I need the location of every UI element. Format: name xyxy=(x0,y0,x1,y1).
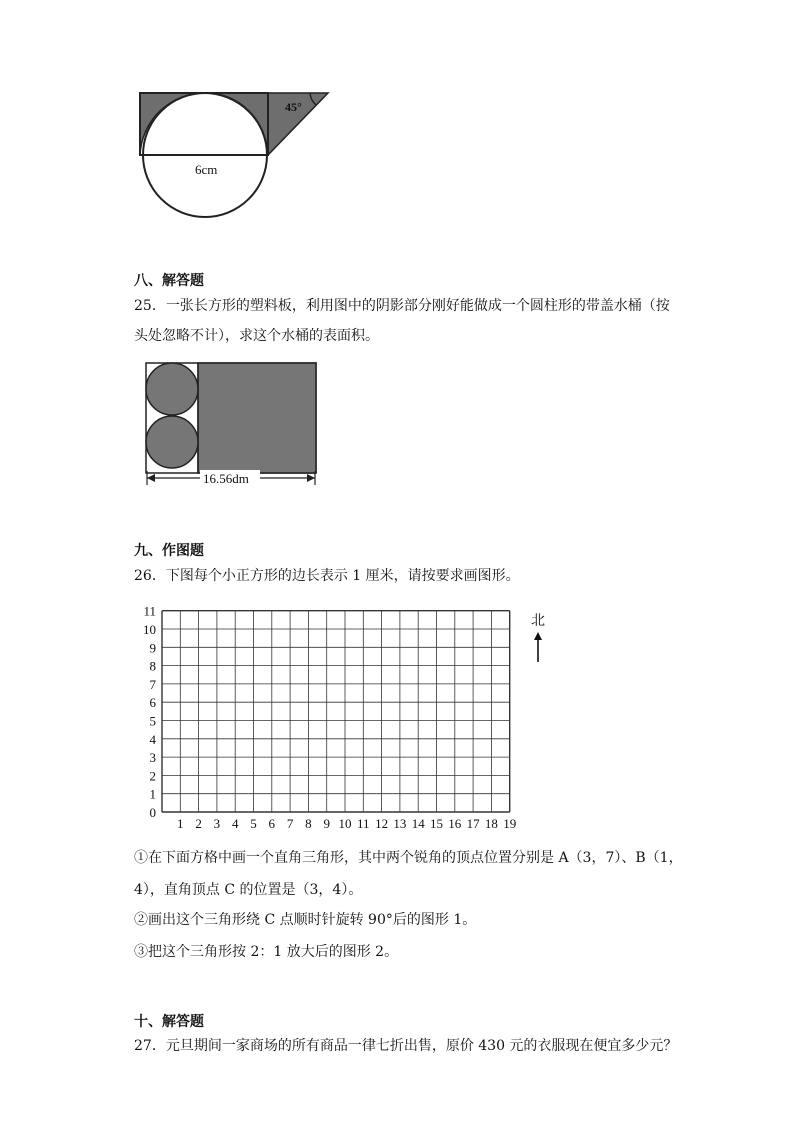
y-tick-label: 7 xyxy=(149,676,156,692)
item-3: ③把这个三角形按 2：1 放大后的图形 2。 xyxy=(134,944,399,960)
x-tick-label: 9 xyxy=(323,816,330,831)
y-tick-label: 4 xyxy=(149,731,156,747)
x-tick-label: 14 xyxy=(411,816,425,831)
question-25-line1: 25．一张长方形的塑料板，利用图中的阴影部分刚好能做成一个圆柱形的带盖水桶（按 xyxy=(134,298,670,314)
top-circle xyxy=(146,363,198,415)
dimension-arrow-left xyxy=(147,474,155,482)
diameter-label: 6cm xyxy=(195,162,218,177)
x-tick-label: 10 xyxy=(338,816,352,831)
north-indicator xyxy=(528,610,548,662)
y-tick-label: 8 xyxy=(149,658,156,674)
item-1-line2: 4），直角顶点 C 的位置是（3，4）。 xyxy=(134,882,363,898)
section-10-heading: 十、解答题 xyxy=(134,1014,204,1030)
x-tick-label: 2 xyxy=(195,816,202,831)
y-tick-label: 3 xyxy=(149,750,156,766)
question-27: 27．元旦期间一家商场的所有商品一律七折出售，原价 430 元的衣服现在便宜多少元？ xyxy=(134,1038,678,1054)
x-tick-label: 17 xyxy=(466,816,480,831)
shaded-rectangle xyxy=(198,363,316,473)
y-tick-label: 2 xyxy=(149,768,156,784)
north-arrow-icon xyxy=(528,630,548,664)
x-tick-label: 19 xyxy=(503,816,517,831)
angle-label: 45° xyxy=(285,100,302,114)
y-tick-label: 5 xyxy=(149,713,156,729)
x-tick-label: 16 xyxy=(448,816,462,831)
y-tick-label: 10 xyxy=(143,622,156,637)
x-tick-label: 15 xyxy=(430,816,443,831)
x-tick-label: 6 xyxy=(268,816,276,831)
section-8-heading: 八、解答题 xyxy=(134,273,204,289)
bottom-circle xyxy=(146,416,198,468)
y-tick-label: 6 xyxy=(149,695,156,711)
x-tick-label: 7 xyxy=(286,816,294,831)
x-tick-label: 13 xyxy=(393,816,407,831)
x-tick-label: 3 xyxy=(213,816,221,831)
y-tick-label: 9 xyxy=(149,640,156,656)
y-tick-label: 1 xyxy=(149,786,156,802)
north-label: 北 xyxy=(531,613,545,629)
plastic-board-figure xyxy=(140,358,325,490)
dimension-arrow-right xyxy=(307,474,315,482)
x-tick-label: 5 xyxy=(250,816,257,831)
length-label: 16.56dm xyxy=(203,471,249,486)
y-tick-label: 0 xyxy=(149,805,156,820)
section-9-heading: 九、作图题 xyxy=(134,543,204,559)
coordinate-grid xyxy=(140,600,560,835)
question-25-line2: 头处忽略不计），求这个水桶的表面积。 xyxy=(134,328,379,344)
y-tick-label: 11 xyxy=(143,603,156,619)
x-tick-label: 4 xyxy=(231,816,239,831)
x-tick-label: 8 xyxy=(305,816,312,831)
x-tick-label: 18 xyxy=(484,816,498,831)
circle-triangle-figure xyxy=(130,85,340,225)
x-tick-label: 12 xyxy=(375,816,389,831)
x-tick-label: 1 xyxy=(177,816,184,831)
question-26-intro: 26．下图每个小正方形的边长表示 1 厘米，请按要求画图形。 xyxy=(134,568,520,584)
item-2: ②画出这个三角形绕 C 点顺时针旋转 90°后的图形 1。 xyxy=(134,912,477,928)
x-tick-label: 11 xyxy=(357,816,370,831)
item-1-line1: ①在下面方格中画一个直角三角形，其中两个锐角的顶点位置分别是 A（3，7）、B（1， xyxy=(134,850,683,866)
